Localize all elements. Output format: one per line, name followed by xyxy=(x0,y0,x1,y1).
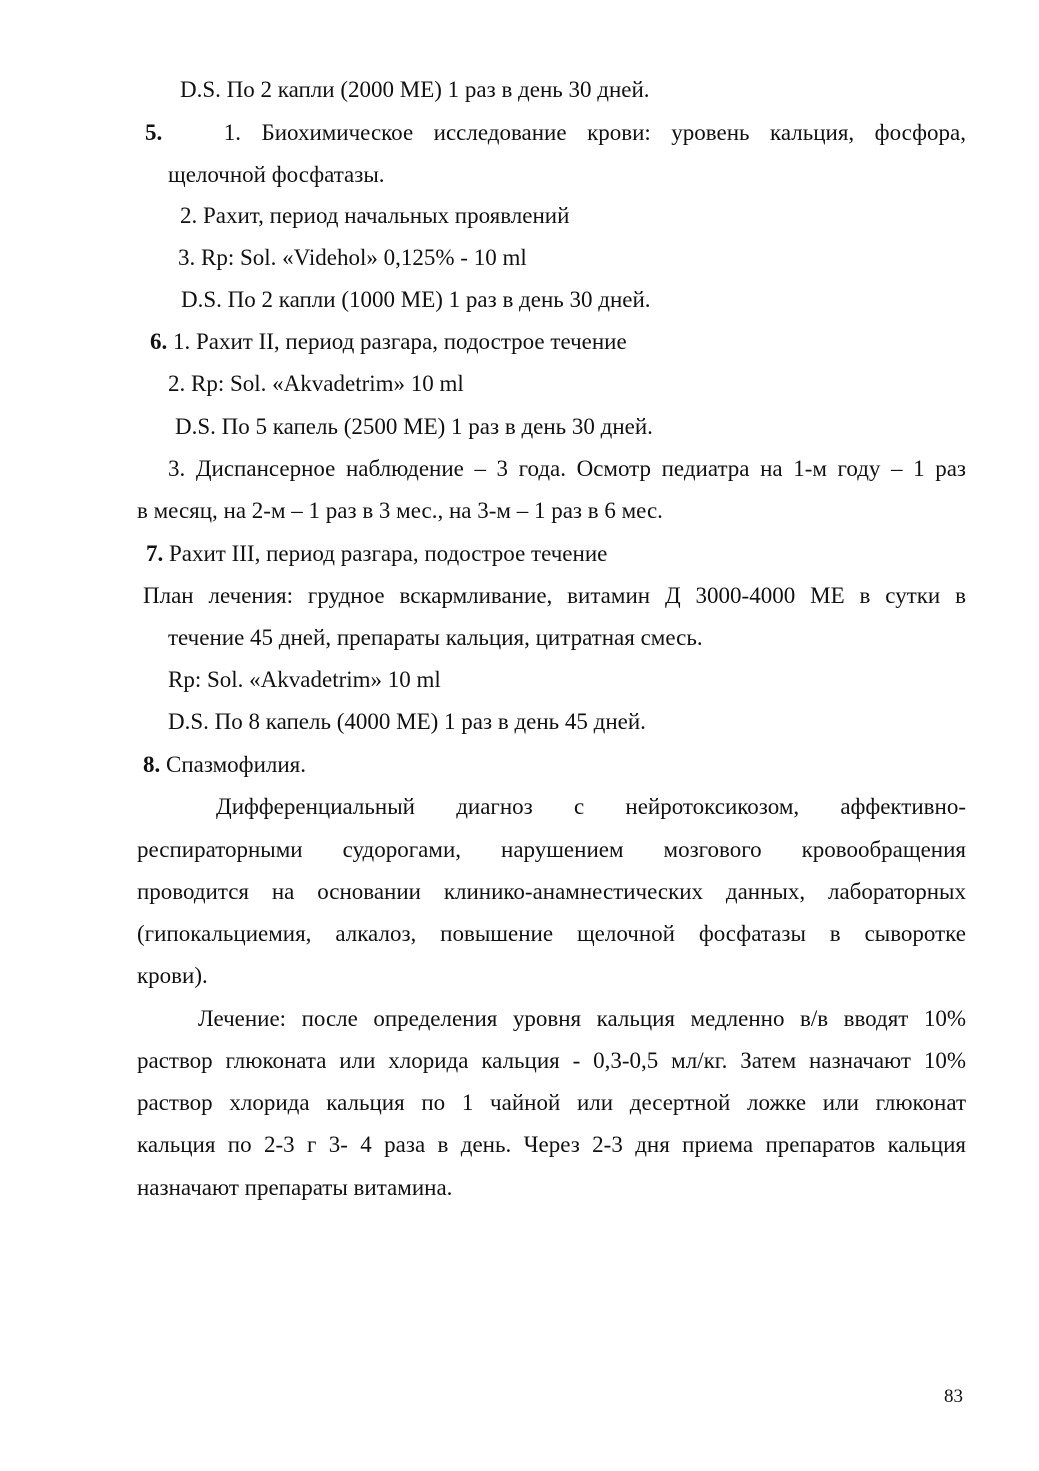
text-line: D.S. По 8 капель (4000 МЕ) 1 раз в день 45 дней. xyxy=(168,709,646,734)
paragraph-line: Дифференциальный диагноз с нейротоксикозом, аффективно- xyxy=(216,794,966,819)
text-line: в месяц, на 2-м – 1 раз в 3 мес., на 3-м – 1 раз в 6 мес. xyxy=(137,498,663,523)
paragraph-line: Лечение: после определения уровня кальция медленно в/в вводят 10% xyxy=(198,1006,966,1031)
item-number-5: 5. xyxy=(145,120,163,145)
item-7-line-1 xyxy=(146,539,607,569)
paragraph-line: назначают препараты витамина. xyxy=(137,1175,453,1200)
paragraph-line: раствор глюконата или хлорида кальция - 0,3-0,5 мл/кг. Затем назначают 10% xyxy=(137,1048,966,1073)
text-line: D.S. По 2 капли (2000 МЕ) 1 раз в день 30 дней. xyxy=(180,77,650,102)
item-text: 1. Рахит II, период разгара, подострое течение xyxy=(173,329,627,354)
text-line: 3. Диспансерное наблюдение – 3 года. Осмотр педиатра на 1-м году – 1 раз xyxy=(168,456,966,481)
page-number: 83 xyxy=(944,1386,963,1407)
text-line: План лечения: грудное вскармливание, витамин Д 3000-4000 МЕ в сутки в xyxy=(143,583,966,608)
paragraph-line: (гипокальциемия, алкалоз, повышение щелочной фосфатазы в сыворотке xyxy=(137,921,966,946)
text-line: щелочной фосфатазы. xyxy=(168,162,385,187)
item-text: Рахит III, период разгара, подострое течение xyxy=(169,541,608,566)
text-line: D.S. По 5 капель (2500 МЕ) 1 раз в день 30 дней. xyxy=(175,414,653,439)
item-8-line-1 xyxy=(143,750,306,780)
paragraph-line: проводится на основании клинико-анамнестических данных, лабораторных xyxy=(137,879,966,904)
paragraph-line: респираторными судорогами, нарушением мозгового кровообращения xyxy=(137,837,966,862)
item-text: Спазмофилия. xyxy=(166,752,306,777)
paragraph-line: кальция по 2-3 г 3- 4 раза в день. Через 2-3 дня приема препаратов кальция xyxy=(137,1132,966,1157)
item-number-8: 8. xyxy=(143,752,161,777)
text-line: D.S. По 2 капли (1000 МЕ) 1 раз в день 30 дней. xyxy=(181,287,651,312)
paragraph-line: раствор хлорида кальция по 1 чайной или десертной ложке или глюконат xyxy=(137,1090,966,1115)
item-text: 1. Биохимическое исследование крови: уровень кальция, фосфора, xyxy=(223,120,966,145)
item-6-line-1 xyxy=(150,327,627,357)
text-line: Rp: Sol. «Akvadetrim» 10 ml xyxy=(168,667,441,692)
item-number-6: 6. xyxy=(150,329,168,354)
item-5-line-1 xyxy=(145,118,966,148)
text-line: 2. Rp: Sol. «Akvadetrim» 10 ml xyxy=(168,371,464,396)
paragraph-line: крови). xyxy=(137,963,208,988)
text-line: 3. Rp: Sol. «Videhol» 0,125% - 10 ml xyxy=(178,245,527,270)
item-number-7: 7. xyxy=(146,541,164,566)
text-line: течение 45 дней, препараты кальция, цитратная смесь. xyxy=(168,625,703,650)
text-line: 2. Рахит, период начальных проявлений xyxy=(180,203,570,228)
